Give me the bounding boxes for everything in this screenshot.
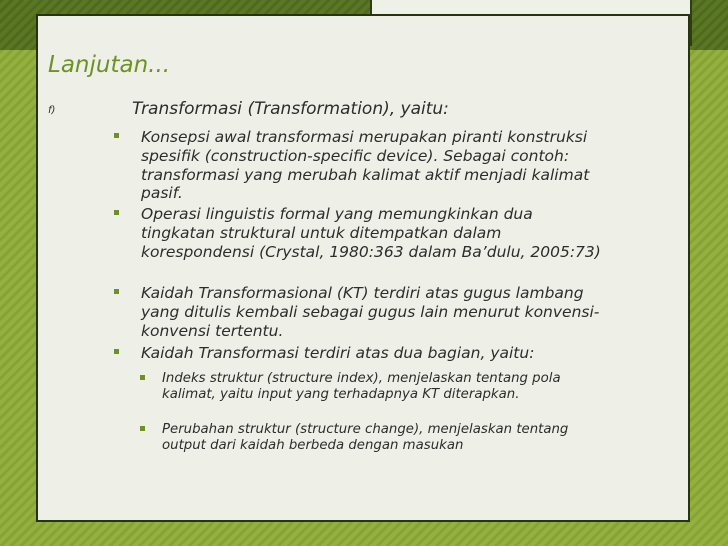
slide-title: Lanjutan... [48, 52, 171, 78]
bullet-marker [114, 349, 119, 354]
bullet-text: Konsepsi awal transformasi merupakan piranti konstruksi spesifik (construction-specific device). Sebagai contoh: transformasi yang merubah kalimat aktif menjadi kalimat pasif. [141, 128, 590, 203]
list-item-text: Transformasi (Transformation), yaitu: [132, 99, 449, 119]
sub-bullet-marker [140, 375, 145, 380]
bullet-text: Kaidah Transformasional (KT) terdiri atas gugus lambang yang ditulis kembali sebagai gugus lain menurut konvensi-konvensi tertentu. [141, 284, 600, 340]
bullet-marker [114, 210, 119, 215]
sub-bullet-text: Perubahan struktur (structure change), menjelaskan tentang output dari kaidah berbeda dengan masukan [162, 422, 569, 453]
bullet-text: Kaidah Transformasi terdiri atas dua bagian, yaitu: [141, 344, 535, 362]
bullet-marker [114, 133, 119, 138]
sub-bullet-marker [140, 426, 145, 431]
list-marker: f) [48, 105, 56, 116]
bullet-marker [114, 289, 119, 294]
bullet-text: Operasi linguistis formal yang memungkinkan dua tingkatan struktural untuk ditempatkan dalam korespondensi (Crystal, 1980:363 dalam Ba’dulu, 2005:73) [141, 205, 601, 261]
sub-bullet-text: Indeks struktur (structure index), menjelaskan tentang pola kalimat, yaitu input yang terhadapnya KT diterapkan. [162, 371, 561, 402]
